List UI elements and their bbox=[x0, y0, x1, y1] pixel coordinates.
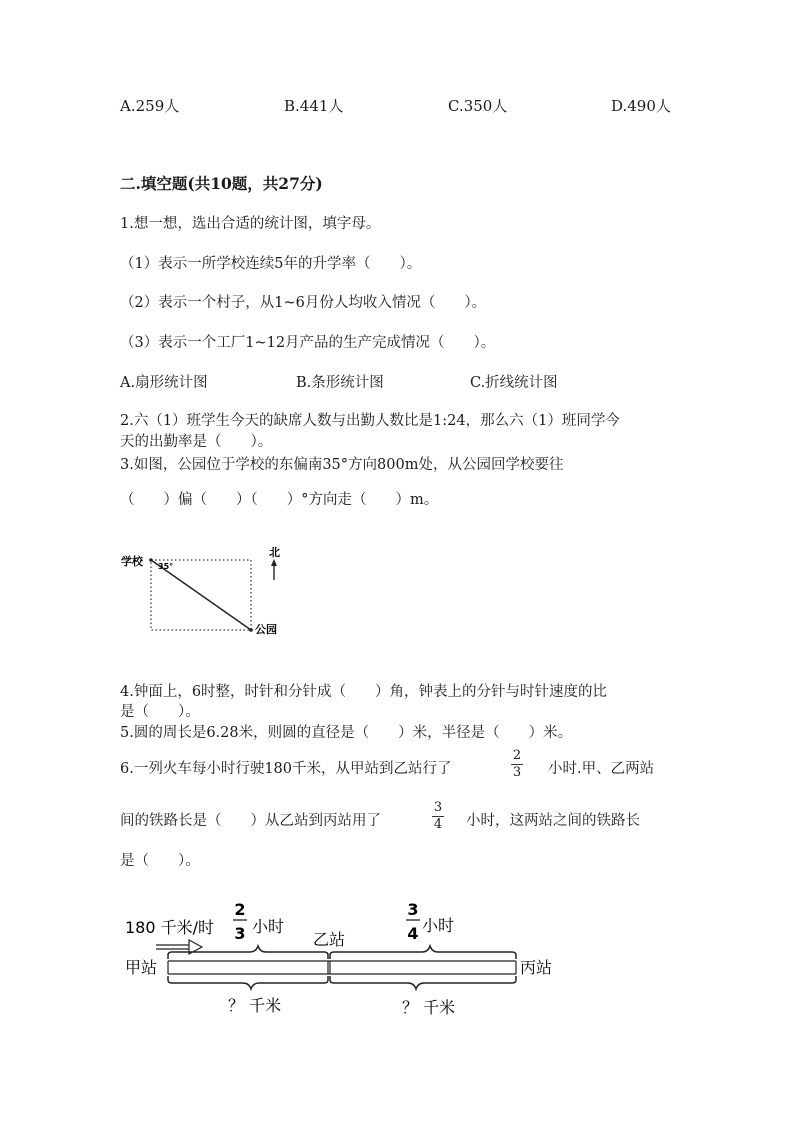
station-bing-label: 丙站 bbox=[520, 958, 553, 977]
station-jia-label: 甲站 bbox=[125, 958, 158, 977]
station-yi-label: 乙站 bbox=[313, 930, 346, 949]
railway-diagram bbox=[110, 895, 590, 1025]
q6-line-2a: 间的铁路长是（ ）从乙站到丙站用了 bbox=[120, 813, 381, 829]
q1-choice-a: A.扇形统计图 bbox=[120, 375, 208, 391]
fraction-denominator: 3 bbox=[512, 765, 522, 780]
q6-line-3: 是（ ）。 bbox=[120, 853, 200, 869]
diagram-frac2-den: 4 bbox=[407, 924, 419, 943]
q6-fraction-1 bbox=[511, 749, 523, 780]
park-point bbox=[249, 628, 253, 632]
speed-label: 180 千米/时 bbox=[125, 918, 215, 937]
q4-line-2: 是（ ）。 bbox=[120, 704, 200, 720]
diagram-frac1-den: 3 bbox=[234, 924, 246, 943]
q1-item-1: （1）表示一所学校连续5年的升学率（ ）。 bbox=[120, 256, 422, 272]
q1-item-3: （3）表示一个工厂1~12月产品的生产完成情况（ ）。 bbox=[120, 335, 496, 351]
north-arrowhead-icon bbox=[271, 559, 277, 566]
angle-label: 35° bbox=[158, 562, 174, 571]
unknown-distance-2: ？ 千米 bbox=[402, 998, 456, 1017]
unknown-distance-1: ？ 千米 bbox=[228, 996, 282, 1015]
q1-item-2: （2）表示一个村子，从1~6月份人均收入情况（ ）。 bbox=[120, 295, 487, 311]
option-b: B.441人 bbox=[284, 97, 344, 115]
q3-line-1: 3.如图，公园位于学校的东偏南35°方向800m处，从公园回学校要往 bbox=[120, 457, 564, 473]
diagram-frac2-num: 3 bbox=[407, 900, 419, 919]
q6-line-1b: 小时.甲、乙两站 bbox=[548, 761, 655, 777]
direction-figure bbox=[118, 540, 298, 640]
fraction-numerator: 2 bbox=[512, 748, 522, 763]
q1-choice-c: C.折线统计图 bbox=[470, 375, 558, 391]
school-point bbox=[149, 558, 153, 562]
diagram-time2: 小时 bbox=[422, 916, 455, 935]
q3-line-2: （ ）偏（ ）（ ）°方向走（ ）m。 bbox=[120, 492, 439, 508]
q1-choice-b: B.条形统计图 bbox=[296, 375, 384, 391]
bottom-brace-1 bbox=[168, 976, 328, 989]
park-label: 公园 bbox=[255, 623, 277, 636]
option-a: A.259人 bbox=[120, 97, 180, 115]
q4-line-1: 4.钟面上，6时整，时针和分针成（ ）角，钟表上的分针与时针速度的比 bbox=[120, 684, 608, 700]
q6-fraction-2 bbox=[432, 801, 444, 832]
school-label: 学校 bbox=[121, 555, 143, 568]
bottom-brace-2 bbox=[330, 976, 516, 989]
diagram-frac1-num: 2 bbox=[234, 900, 246, 919]
fraction-numerator: 3 bbox=[433, 800, 443, 815]
q5-line-1: 5.圆的周长是6.28米，则圆的直径是（ ）米，半径是（ ）米。 bbox=[120, 725, 573, 741]
north-label: 北 bbox=[269, 546, 280, 559]
q2-line-1: 2.六（1）班学生今天的缺席人数与出勤人数比是1:24，那么六（1）班同学今 bbox=[120, 413, 620, 429]
option-d: D.490人 bbox=[611, 97, 671, 115]
top-brace-2 bbox=[330, 946, 516, 959]
diagram-time1: 小时 bbox=[252, 917, 285, 936]
section-title: 二.填空题(共10题，共27分) bbox=[120, 174, 323, 193]
q6-line-2b: 小时，这两站之间的铁路长 bbox=[466, 813, 640, 829]
q2-line-2: 天的出勤率是（ ）。 bbox=[120, 434, 273, 450]
q6-line-1a: 6.一列火车每小时行驶180千米，从甲站到乙站行了 bbox=[120, 761, 452, 777]
q1-stem: 1.想一想，选出合适的统计图，填字母。 bbox=[120, 216, 381, 232]
option-c: C.350人 bbox=[448, 97, 508, 115]
fraction-denominator: 4 bbox=[433, 817, 443, 832]
